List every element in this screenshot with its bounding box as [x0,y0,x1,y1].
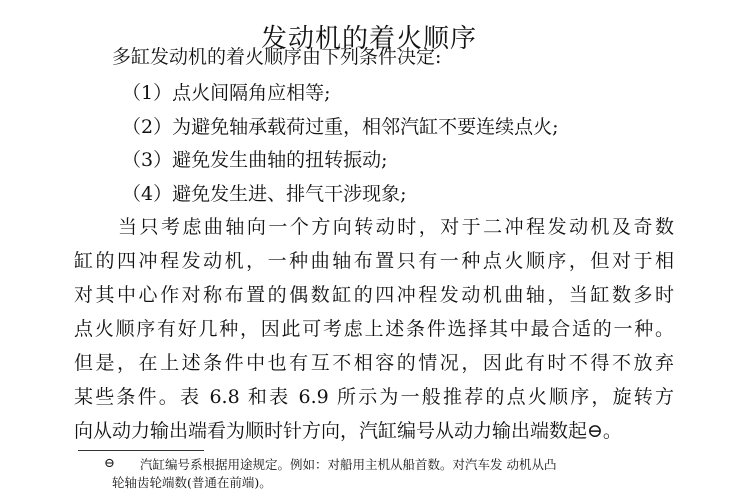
footnote-line: 汽缸编号系根据用途规定。例如：对船用主机从船首数。对汽车发 动机从凸 [140,457,557,472]
paragraph-line: 对其中心作对称布置的偶数缸的四冲程发动机曲轴，当缸数多时 [74,284,674,306]
paragraph-line: 某些条件。表 6.8 和表 6.9 所示为一般推荐的点火顺序，旋转方 [74,386,674,408]
intro-text: 多缸发动机的着火顺序由下列条件决定: [112,46,442,68]
condition-item: （1）点火间隔角应相等; [122,82,331,104]
paragraph-line: 当只考虑曲轴向一个方向转动时，对于二冲程发动机及奇数 [118,216,674,238]
condition-item: （3）避免发生曲轴的扭转振动; [122,149,388,171]
paragraph-line: 但是，在上述条件中也有互不相容的情况，因此有时不得不放弃 [74,352,674,374]
page-title: 发动机的着火顺序 [260,24,477,55]
paragraph-line: 向从动力输出端看为顺时针方向，汽缸编号从动力输出端数起⊖。 [74,420,622,442]
paragraph-line: 点火顺序有好几种，因此可考虑上述条件选择其中最合适的一种。 [74,318,674,340]
footnote-divider [78,450,204,451]
paragraph-line: 缸的四冲程发动机，一种曲轴布置只有一种点火顺序，但对于相 [74,250,674,272]
condition-item: （2）为避免轴承载荷过重，相邻汽缸不要连续点火; [122,116,559,138]
footnote-line: 轮轴齿轮端数(普通在前端)。 [112,475,272,490]
condition-item: （4）避免发生进、排气干涉现象; [122,183,407,205]
footnote-mark: ⊖ [104,456,115,471]
